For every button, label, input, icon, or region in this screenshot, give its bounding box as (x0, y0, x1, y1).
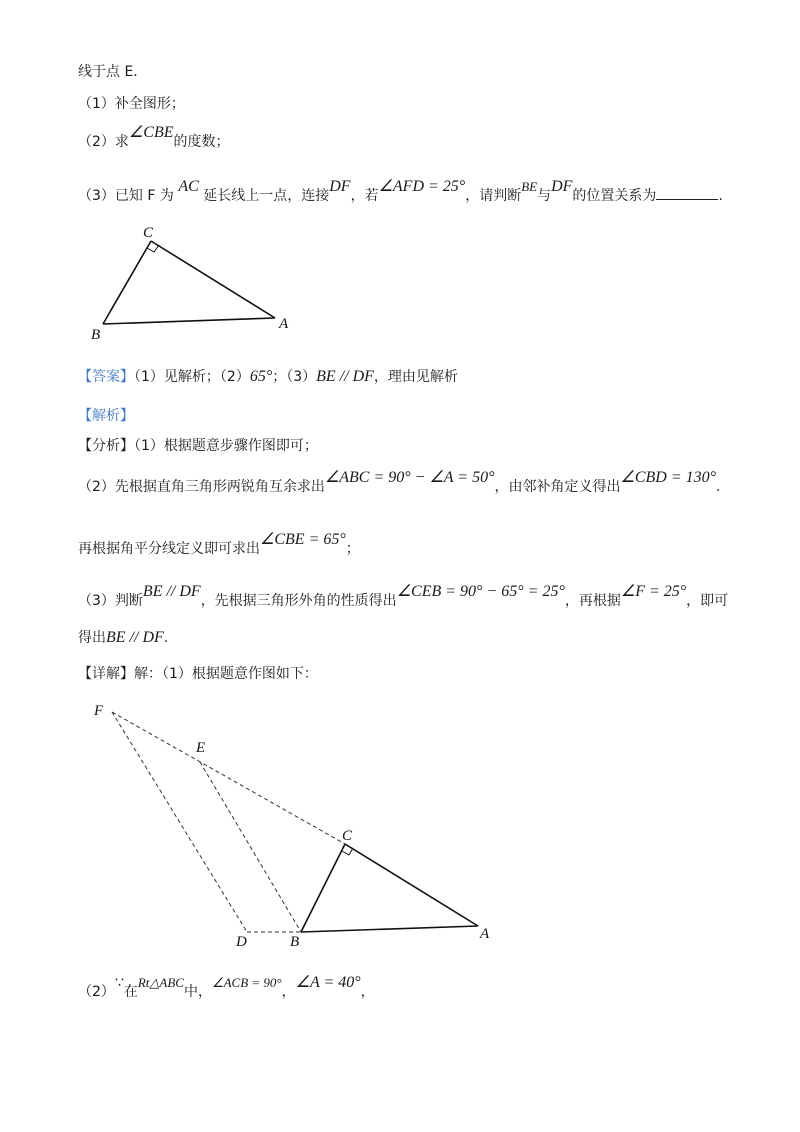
segment-ba (103, 318, 275, 324)
label-b: B (91, 327, 101, 343)
segment-ba (301, 926, 478, 932)
answer-blank (656, 187, 718, 200)
answer-tag: 【答案】 (78, 369, 134, 385)
question-2: （2）求∠CBE的度数； (78, 124, 230, 150)
label-a: A (480, 926, 490, 942)
dashed-fc (112, 712, 345, 844)
segment-ca (151, 241, 275, 318)
analysis-line-2: （2）先根据直角三角形两锐角互余求出∠ABC = 90° − ∠A = 50°，由邻补角定义得出∠CBD = 130°. (78, 469, 721, 495)
segment-cb (301, 844, 345, 932)
label-f: F (94, 703, 104, 719)
angle-cbe: ∠CBE (128, 124, 174, 141)
fenxi-tag: 【分析】 (78, 438, 134, 454)
question-3: （3）已知 F 为 AC 延长线上一点，连接DF，若∠AFD = 25°，请判断BE与DF的位置关系为 . (78, 178, 723, 204)
analysis-line-5: 得出BE // DF. (78, 629, 169, 646)
right-angle-mark (342, 848, 353, 855)
question-1: （1）补全图形； (78, 96, 185, 112)
analysis-line-4: （3）判断BE // DF，先根据三角形外角的性质得出∠CEB = 90° − 65° = 25°，再根据∠F = 25°，即可 (78, 583, 729, 609)
angle-afd: ∠AFD = 25° (378, 178, 466, 195)
label-d: D (236, 934, 247, 950)
right-triangle-abc: Rt△ABC (137, 975, 184, 990)
segment-ca (345, 844, 478, 926)
label-a: A (279, 316, 289, 332)
intro-line: 线于点 E. (78, 64, 138, 80)
dashed-eb (200, 762, 301, 932)
analysis-line-3: 再根据角平分线定义即可求出∠CBE = 65°； (78, 531, 360, 557)
label-c: C (143, 225, 154, 241)
figure-construction (80, 690, 510, 960)
segment-cb (103, 241, 151, 324)
answer-line: 【答案】（1）见解析；（2）65°；（3）BE // DF，理由见解析 (78, 368, 458, 385)
detail-line-2: （2）∵在Rt△ABC中，∠ACB = 90°，∠A = 40°， (78, 974, 375, 1000)
detail-tag: 【详解】 (78, 666, 134, 682)
detail-line-1: 【详解】解：（1）根据题意作图如下： (78, 666, 318, 682)
analysis-tag-line (78, 406, 134, 426)
label-b: B (290, 934, 300, 950)
analysis-line-1: 【分析】（1）根据题意步骤作图即可； (78, 438, 318, 454)
dashed-fd (112, 712, 247, 932)
label-c: C (342, 828, 353, 844)
analysis-tag: 【解析】 (78, 408, 134, 424)
figure-triangle-abc (80, 220, 310, 350)
label-e: E (196, 740, 206, 756)
